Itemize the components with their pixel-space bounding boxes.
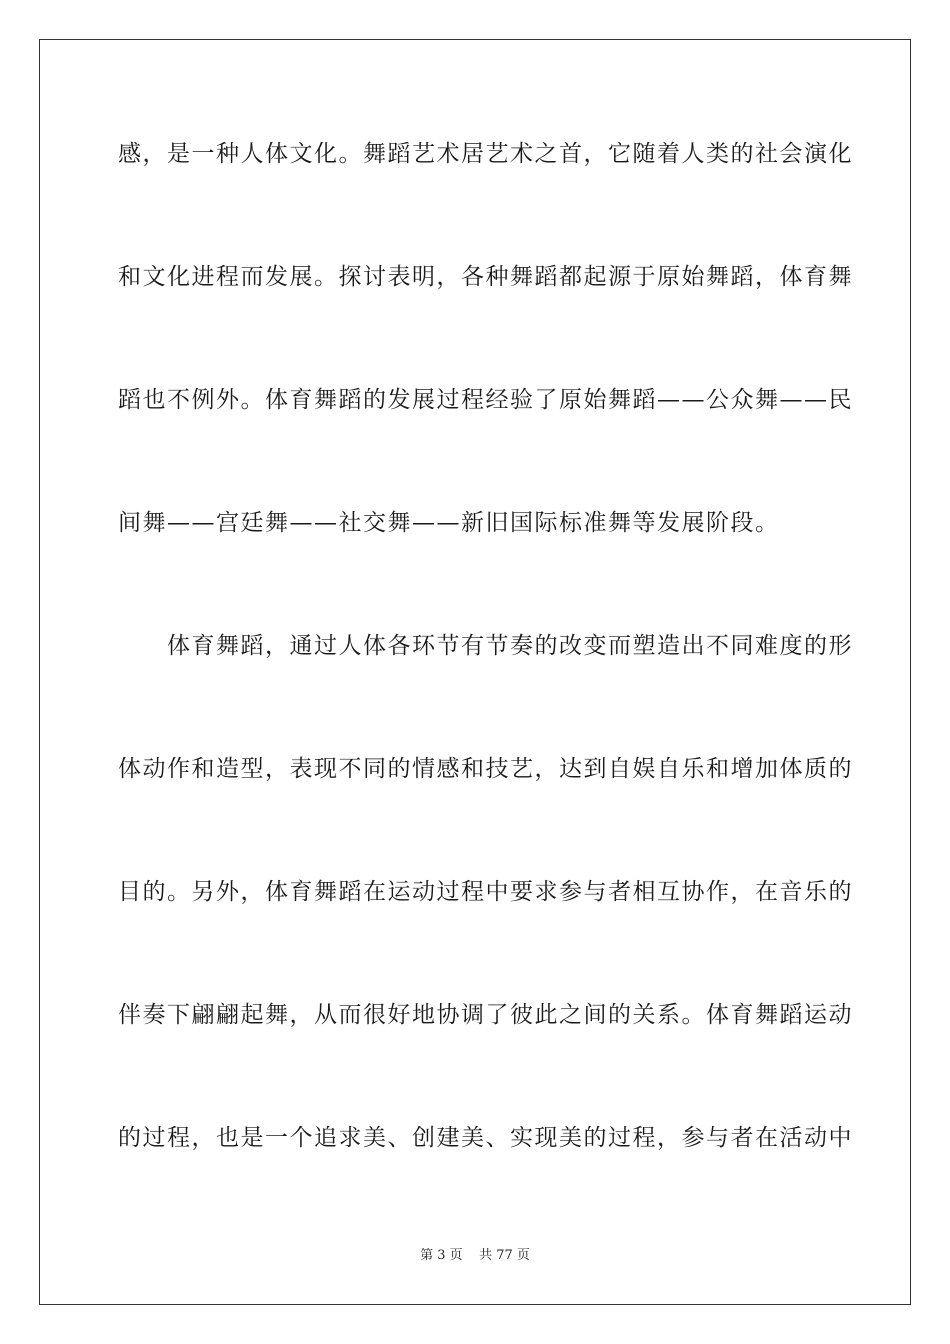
page-number-footer: 第 3 页 共 77 页: [420, 1248, 530, 1263]
text-line: 蹈也不例外。体育舞蹈的发展过程经验了原始舞蹈——公众舞——民: [118, 387, 853, 413]
text-line-paragraph-start: 体育舞蹈，通过人体各环节有节奏的改变而塑造出不同难度的形: [118, 633, 853, 659]
text-line: 伴奏下翩翩起舞，从而很好地协调了彼此之间的关系。体育舞蹈运动: [118, 1002, 853, 1028]
text-line: 间舞——宫廷舞——社交舞——新旧国际标准舞等发展阶段。: [118, 510, 780, 536]
text-line: 感，是一种人体文化。舞蹈艺术居艺术之首，它随着人类的社会演化: [118, 141, 853, 167]
text-line: 目的。另外，体育舞蹈在运动过程中要求参与者相互协作，在音乐的: [118, 879, 853, 905]
text-line: 和文化进程而发展。探讨表明，各种舞蹈都起源于原始舞蹈，体育舞: [118, 264, 853, 290]
page-border: [39, 39, 911, 1305]
text-line: 体动作和造型，表现不同的情感和技艺，达到自娱自乐和增加体质的: [118, 756, 853, 782]
text-line: 的过程，也是一个追求美、创建美、实现美的过程，参与者在活动中: [118, 1125, 853, 1151]
